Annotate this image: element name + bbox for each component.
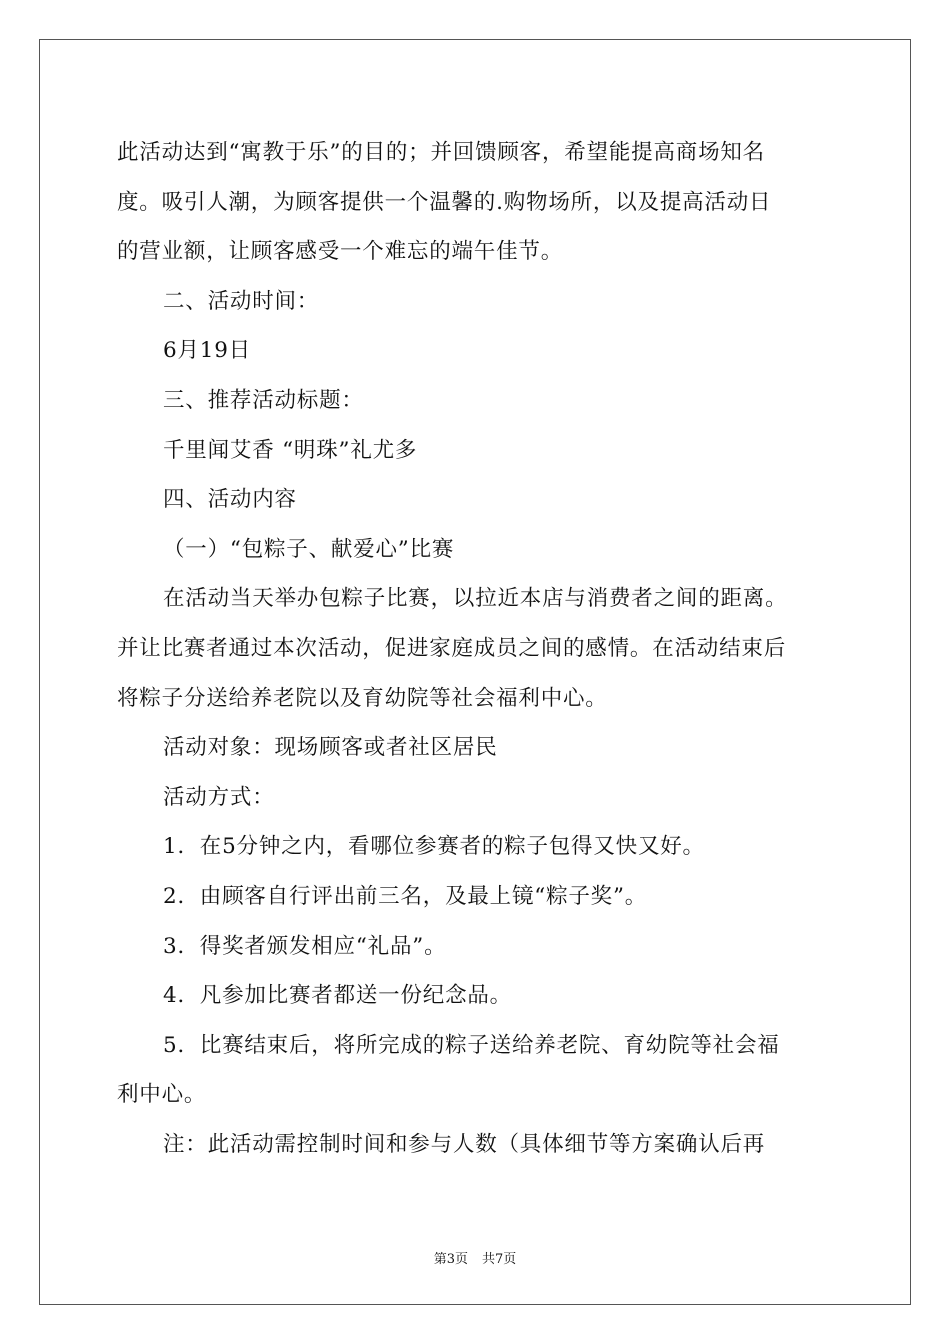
activity-method-label: 活动方式：: [163, 784, 275, 810]
section-heading-content: 四、活动内容: [163, 487, 297, 513]
list-item-continuation: 利中心。: [117, 1082, 207, 1108]
section-heading-title: 三、推荐活动标题：: [163, 387, 364, 413]
paragraph-line: 并让比赛者通过本次活动，促进家庭成员之间的感情。在活动结束后: [117, 635, 787, 661]
section-heading-time: 二、活动时间：: [163, 288, 320, 314]
document-body: [117, 128, 833, 1169]
paragraph-line: 在活动当天举办包粽子比赛，以拉近本店与消费者之间的距离。: [163, 586, 788, 612]
list-item: 3．得奖者颁发相应“礼品”。: [163, 933, 447, 959]
list-item: 4．凡参加比赛者都送一份纪念品。: [163, 983, 512, 1009]
note-line: 注：此活动需控制时间和参与人数（具体细节等方案确认后再: [163, 1131, 766, 1157]
page-number-current: 第3页: [433, 1252, 468, 1267]
list-item: 2．由顾客自行评出前三名，及最上镜“粽子奖”。: [163, 883, 648, 909]
page-number-total: 共7页: [482, 1252, 517, 1267]
page-footer: [0, 1248, 950, 1267]
paragraph-line: 此活动达到“寓教于乐”的目的；并回馈顾客，希望能提高商场知名: [117, 140, 765, 165]
subsection-heading: （一）“包粽子、献爱心”比赛: [163, 536, 455, 562]
paragraph-line: 度。吸引人潮，为顾客提供一个温馨的.购物场所，以及提高活动日: [117, 189, 772, 215]
event-date: 6月19日: [163, 338, 252, 364]
paragraph-line: 将粽子分送给养老院以及育幼院等社会福利中心。: [117, 685, 608, 711]
list-item: 5．比赛结束后，将所完成的粽子送给养老院、育幼院等社会福: [163, 1032, 780, 1058]
event-title: 千里闻艾香 “明珠”礼尤多: [163, 437, 418, 463]
list-item: 1．在5分钟之内，看哪位参赛者的粽子包得又快又好。: [163, 834, 705, 860]
paragraph-line: 的营业额，让顾客感受一个难忘的端午佳节。: [117, 239, 564, 265]
activity-target: 活动对象：现场顾客或者社区居民: [163, 735, 498, 761]
